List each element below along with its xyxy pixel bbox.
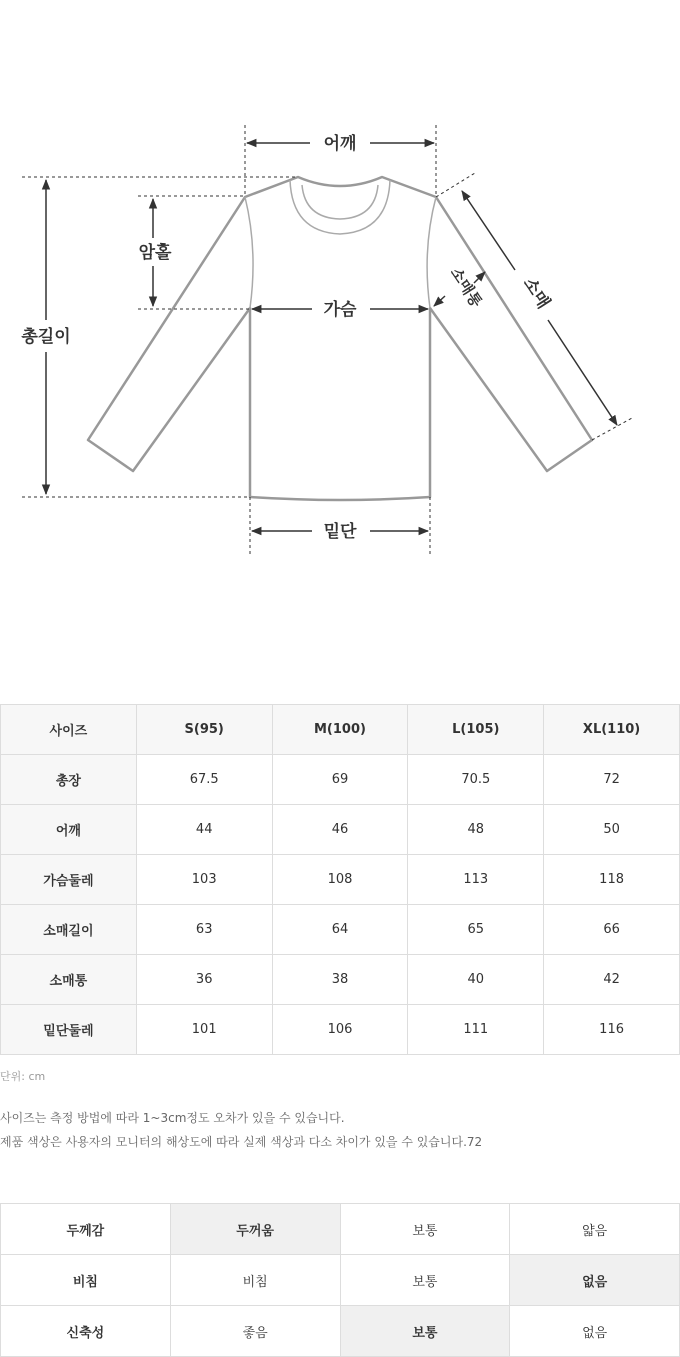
table-row <box>1 955 680 1005</box>
table-cell: 103 <box>136 855 272 905</box>
size-header-cell: 사이즈 <box>1 705 137 755</box>
table-cell: 106 <box>272 1005 408 1055</box>
label-chest: 가슴 <box>323 300 357 320</box>
table-cell: 72 <box>544 755 680 805</box>
table-cell: 66 <box>544 905 680 955</box>
row-label: 어깨 <box>1 805 137 855</box>
size-table <box>0 704 680 1055</box>
row-label: 소매길이 <box>1 905 137 955</box>
fabric-table <box>0 1203 680 1357</box>
size-header-cell: M(100) <box>272 705 408 755</box>
table-row <box>1 1005 680 1055</box>
table-cell: 44 <box>136 805 272 855</box>
table-cell: 48 <box>408 805 544 855</box>
table-cell: 113 <box>408 855 544 905</box>
row-label: 비침 <box>1 1255 171 1306</box>
row-label: 두께감 <box>1 1204 171 1255</box>
unit-note: 단위: cm <box>0 1070 46 1083</box>
option-cell-selected: 보통 <box>340 1306 510 1357</box>
table-cell: 67.5 <box>136 755 272 805</box>
size-diagram <box>0 0 680 600</box>
row-label: 가슴둘레 <box>1 855 137 905</box>
table-cell: 65 <box>408 905 544 955</box>
armhole-seams <box>245 197 436 308</box>
table-cell: 101 <box>136 1005 272 1055</box>
measure-arrows <box>46 143 617 531</box>
row-label: 밑단둘레 <box>1 1005 137 1055</box>
table-cell: 108 <box>272 855 408 905</box>
fabric-row-stretch <box>1 1306 680 1357</box>
guide-lines <box>22 125 632 556</box>
table-cell: 64 <box>272 905 408 955</box>
option-cell-selected: 없음 <box>510 1255 680 1306</box>
table-cell: 111 <box>408 1005 544 1055</box>
label-sleeve-width: 소매통 <box>446 264 486 311</box>
option-cell: 보통 <box>340 1255 510 1306</box>
fabric-row-sheerness <box>1 1255 680 1306</box>
table-cell: 46 <box>272 805 408 855</box>
table-cell: 69 <box>272 755 408 805</box>
table-cell: 70.5 <box>408 755 544 805</box>
label-total-length: 총길이 <box>21 327 71 347</box>
option-cell: 보통 <box>340 1204 510 1255</box>
option-cell: 비침 <box>170 1255 340 1306</box>
row-label: 신축성 <box>1 1306 171 1357</box>
shirt-measurement-diagram <box>0 0 680 600</box>
label-shoulder: 어깨 <box>323 134 357 154</box>
collar <box>290 180 390 234</box>
label-hem: 밑단 <box>323 522 357 542</box>
note-line: 사이즈는 측정 방법에 따라 1~3cm정도 오차가 있을 수 있습니다. <box>0 1111 345 1125</box>
option-cell: 없음 <box>510 1306 680 1357</box>
table-cell: 118 <box>544 855 680 905</box>
table-cell: 63 <box>136 905 272 955</box>
table-row <box>1 905 680 955</box>
table-cell: 116 <box>544 1005 680 1055</box>
table-row <box>1 805 680 855</box>
table-cell: 50 <box>544 805 680 855</box>
size-header-cell: XL(110) <box>544 705 680 755</box>
label-armhole: 암홀 <box>138 243 172 263</box>
table-cell: 42 <box>544 955 680 1005</box>
table-row <box>1 755 680 805</box>
notes <box>0 1106 482 1154</box>
table-cell: 38 <box>272 955 408 1005</box>
option-cell-selected: 두꺼움 <box>170 1204 340 1255</box>
size-table-header <box>1 705 680 755</box>
label-sleeve: 소매 <box>518 274 554 313</box>
table-cell: 36 <box>136 955 272 1005</box>
row-label: 소매통 <box>1 955 137 1005</box>
note-line: 제품 색상은 사용자의 모니터의 해상도에 따라 실제 색상과 다소 차이가 있을 수 있습니다.72 <box>0 1135 483 1149</box>
size-header-cell: S(95) <box>136 705 272 755</box>
shirt-outline <box>88 177 592 500</box>
size-header-cell: L(105) <box>408 705 544 755</box>
option-cell: 좋음 <box>170 1306 340 1357</box>
fabric-row-thickness <box>1 1204 680 1255</box>
table-cell: 40 <box>408 955 544 1005</box>
option-cell: 얇음 <box>510 1204 680 1255</box>
table-row <box>1 855 680 905</box>
row-label: 총장 <box>1 755 137 805</box>
